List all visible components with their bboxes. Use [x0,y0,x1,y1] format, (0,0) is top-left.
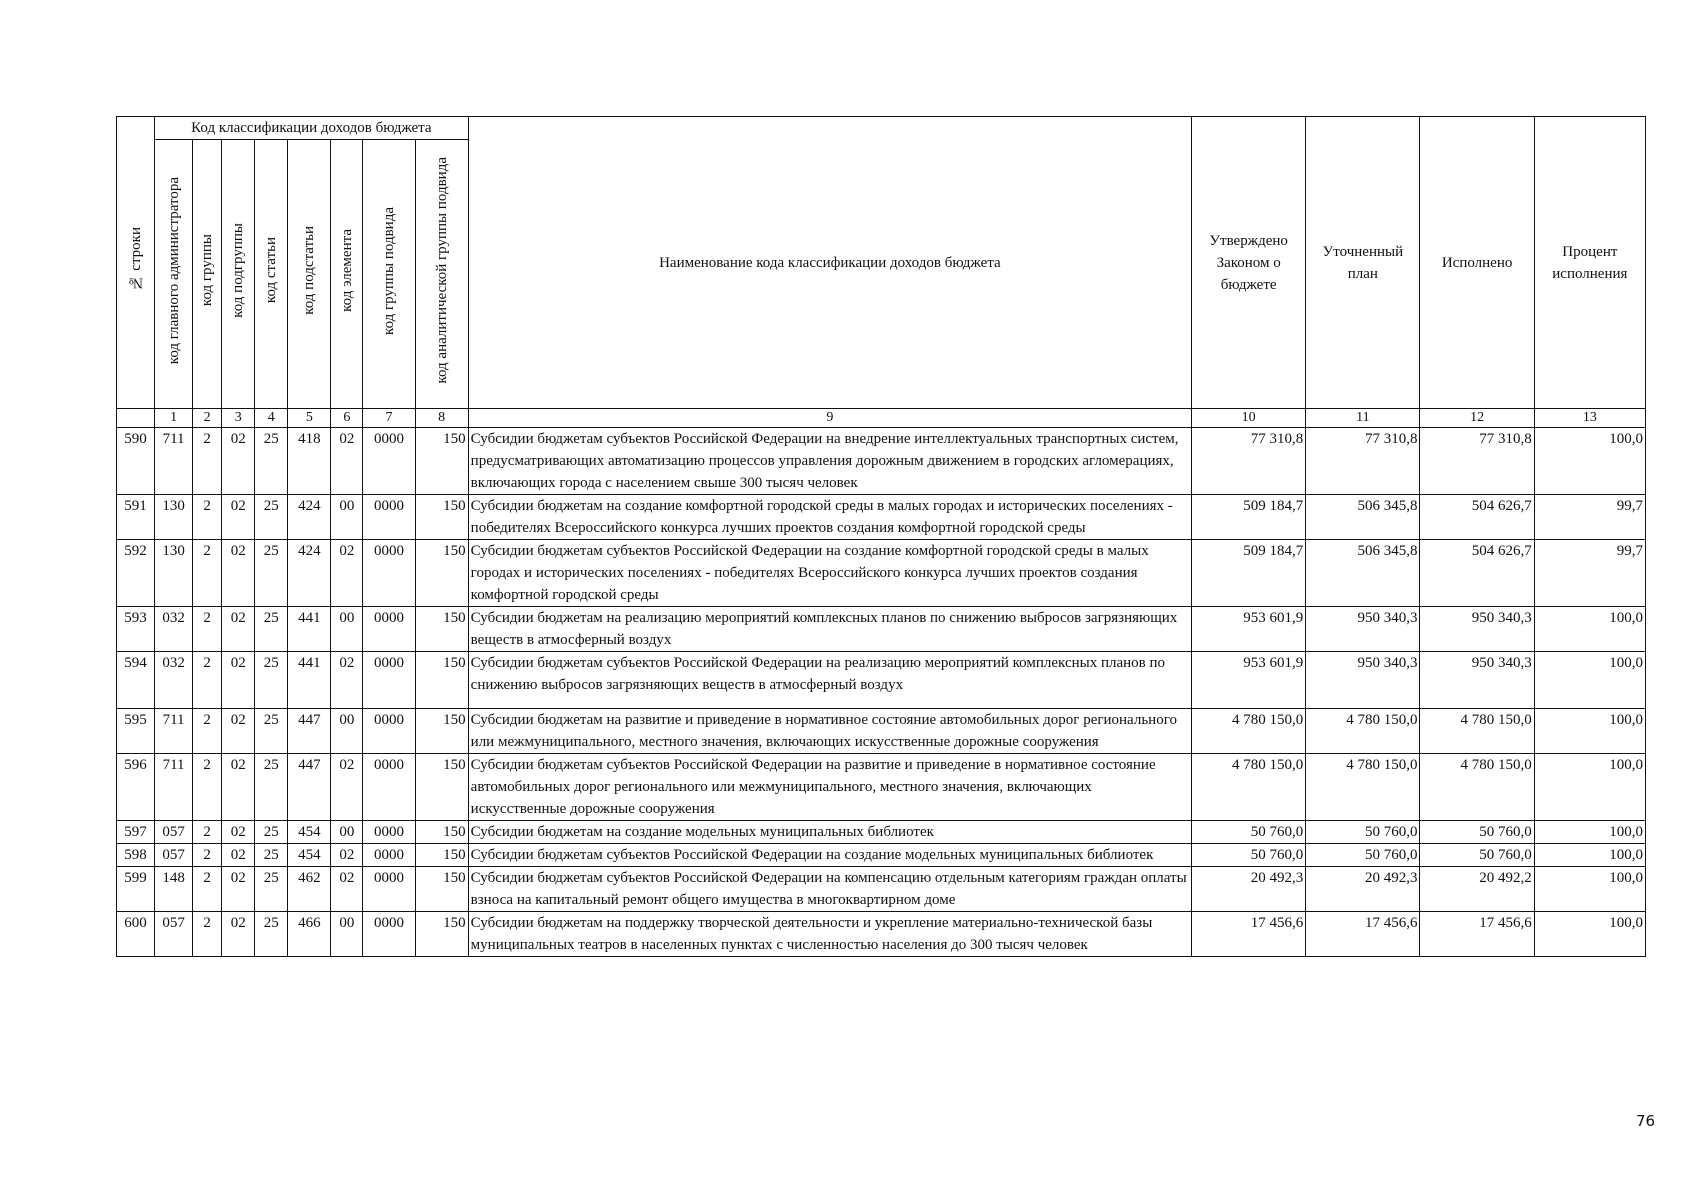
subtype-group-cell: 0000 [363,652,415,709]
element-code-cell: 02 [331,428,363,495]
subgroup-code-cell: 02 [222,754,255,821]
execution-percent-cell: 100,0 [1534,867,1645,912]
column-number-cell: 8 [415,409,468,428]
subtype-group-cell: 0000 [363,540,415,607]
element-code-cell: 00 [331,607,363,652]
header-code-admin: код главного администратора [155,140,193,409]
header-code-article: код статьи [255,140,288,409]
article-code-cell: 25 [255,821,288,844]
admin-code-cell: 057 [155,844,193,867]
header-name: Наименование кода классификации доходов бюджета [468,117,1191,409]
executed-amount-cell: 50 760,0 [1420,844,1534,867]
element-code-cell: 02 [331,652,363,709]
executed-amount-cell: 4 780 150,0 [1420,709,1534,754]
group-code-cell: 2 [193,540,222,607]
row-number-cell: 591 [117,495,155,540]
table-row [117,540,1646,607]
analytic-group-cell: 150 [415,540,468,607]
row-number-cell: 598 [117,844,155,867]
row-number-cell: 600 [117,912,155,957]
table-row [117,844,1646,867]
article-code-cell: 25 [255,495,288,540]
approved-amount-cell: 17 456,6 [1192,912,1306,957]
executed-amount-cell: 950 340,3 [1420,607,1534,652]
table-row [117,867,1646,912]
column-number-cell: 2 [193,409,222,428]
subtype-group-cell: 0000 [363,912,415,957]
executed-amount-cell: 504 626,7 [1420,495,1534,540]
subarticle-code-cell: 424 [288,495,331,540]
revenue-name-cell: Субсидии бюджетам субъектов Российской Федерации на создание модельных муниципальных библиотек [468,844,1191,867]
group-code-cell: 2 [193,867,222,912]
revenue-name-cell: Субсидии бюджетам на развитие и приведение в нормативное состояние автомобильных дорог регионального или межмуниципального, местного значения, включающих искусственные дорожные сооружения [468,709,1191,754]
execution-percent-cell: 100,0 [1534,709,1645,754]
admin-code-cell: 130 [155,540,193,607]
subtype-group-cell: 0000 [363,428,415,495]
column-number-cell: 6 [331,409,363,428]
revised-plan-cell: 506 345,8 [1306,495,1420,540]
subgroup-code-cell: 02 [222,607,255,652]
row-number-cell: 597 [117,821,155,844]
analytic-group-cell: 150 [415,821,468,844]
element-code-cell: 00 [331,709,363,754]
approved-amount-cell: 953 601,9 [1192,607,1306,652]
execution-percent-cell: 100,0 [1534,912,1645,957]
group-code-cell: 2 [193,754,222,821]
subtype-group-cell: 0000 [363,821,415,844]
analytic-group-cell: 150 [415,652,468,709]
revised-plan-cell: 77 310,8 [1306,428,1420,495]
article-code-cell: 25 [255,754,288,821]
approved-amount-cell: 509 184,7 [1192,540,1306,607]
subtype-group-cell: 0000 [363,495,415,540]
subgroup-code-cell: 02 [222,867,255,912]
subgroup-code-cell: 02 [222,652,255,709]
subarticle-code-cell: 424 [288,540,331,607]
budget-revenue-table [116,116,1646,957]
analytic-group-cell: 150 [415,607,468,652]
revised-plan-cell: 4 780 150,0 [1306,754,1420,821]
execution-percent-cell: 100,0 [1534,821,1645,844]
element-code-cell: 00 [331,912,363,957]
table-row [117,428,1646,495]
header-percent: Процент исполнения [1534,117,1645,409]
header-code-element: код элемента [331,140,363,409]
row-number-cell: 593 [117,607,155,652]
revised-plan-cell: 950 340,3 [1306,652,1420,709]
table-row [117,709,1646,754]
admin-code-cell: 711 [155,754,193,821]
article-code-cell: 25 [255,652,288,709]
admin-code-cell: 032 [155,652,193,709]
column-number-cell: 3 [222,409,255,428]
row-number-cell: 595 [117,709,155,754]
subgroup-code-cell: 02 [222,844,255,867]
admin-code-cell: 711 [155,709,193,754]
subarticle-code-cell: 441 [288,652,331,709]
revised-plan-cell: 50 760,0 [1306,821,1420,844]
subtype-group-cell: 0000 [363,754,415,821]
subarticle-code-cell: 454 [288,844,331,867]
header-code-group: код группы [193,140,222,409]
header-code-analytic-group: код аналитической группы подвида [415,140,468,409]
execution-percent-cell: 100,0 [1534,652,1645,709]
column-number-cell: 5 [288,409,331,428]
analytic-group-cell: 150 [415,912,468,957]
column-number-cell: 11 [1306,409,1420,428]
article-code-cell: 25 [255,428,288,495]
column-number-cell: 1 [155,409,193,428]
approved-amount-cell: 4 780 150,0 [1192,754,1306,821]
header-row [117,117,1646,140]
executed-amount-cell: 504 626,7 [1420,540,1534,607]
column-number-cell [117,409,155,428]
revised-plan-cell: 950 340,3 [1306,607,1420,652]
approved-amount-cell: 509 184,7 [1192,495,1306,540]
execution-percent-cell: 100,0 [1534,607,1645,652]
executed-amount-cell: 20 492,2 [1420,867,1534,912]
header-approved: Утверждено Законом о бюджете [1192,117,1306,409]
revenue-name-cell: Субсидии бюджетам субъектов Российской Федерации на компенсацию отдельным категориям граждан оплаты взноса на капитальный ремонт общего имущества в многоквартирном доме [468,867,1191,912]
analytic-group-cell: 150 [415,844,468,867]
group-code-cell: 2 [193,652,222,709]
analytic-group-cell: 150 [415,709,468,754]
group-code-cell: 2 [193,709,222,754]
header-code-subarticle: код подстатьи [288,140,331,409]
column-number-cell: 13 [1534,409,1645,428]
revised-plan-cell: 506 345,8 [1306,540,1420,607]
revenue-name-cell: Субсидии бюджетам на поддержку творческой деятельности и укрепление материально-технической базы муниципальных театров в населенных пунктах с численностью населения до 300 тысяч человек [468,912,1191,957]
column-number-cell: 10 [1192,409,1306,428]
revenue-name-cell: Субсидии бюджетам субъектов Российской Федерации на реализацию мероприятий комплексных планов по снижению выбросов загрязняющих веществ в атмосферный воздух [468,652,1191,709]
subgroup-code-cell: 02 [222,912,255,957]
subgroup-code-cell: 02 [222,821,255,844]
subtype-group-cell: 0000 [363,867,415,912]
revised-plan-cell: 50 760,0 [1306,844,1420,867]
subgroup-code-cell: 02 [222,495,255,540]
execution-percent-cell: 100,0 [1534,754,1645,821]
analytic-group-cell: 150 [415,428,468,495]
table-row [117,821,1646,844]
header-revised: Уточненный план [1306,117,1420,409]
article-code-cell: 25 [255,867,288,912]
row-number-cell: 592 [117,540,155,607]
subtype-group-cell: 0000 [363,607,415,652]
admin-code-cell: 032 [155,607,193,652]
group-code-cell: 2 [193,844,222,867]
group-code-cell: 2 [193,607,222,652]
approved-amount-cell: 4 780 150,0 [1192,709,1306,754]
analytic-group-cell: 150 [415,495,468,540]
approved-amount-cell: 50 760,0 [1192,844,1306,867]
subarticle-code-cell: 454 [288,821,331,844]
admin-code-cell: 057 [155,821,193,844]
admin-code-cell: 711 [155,428,193,495]
column-number-cell: 12 [1420,409,1534,428]
element-code-cell: 00 [331,821,363,844]
subarticle-code-cell: 441 [288,607,331,652]
article-code-cell: 25 [255,709,288,754]
subtype-group-cell: 0000 [363,709,415,754]
revenue-name-cell: Субсидии бюджетам субъектов Российской Федерации на развитие и приведение в нормативное состояние автомобильных дорог регионального или межмуниципального, местного значения, включающих искусственные дорожные сооружения [468,754,1191,821]
approved-amount-cell: 50 760,0 [1192,821,1306,844]
table-row [117,652,1646,709]
revised-plan-cell: 17 456,6 [1306,912,1420,957]
element-code-cell: 02 [331,844,363,867]
approved-amount-cell: 77 310,8 [1192,428,1306,495]
revenue-name-cell: Субсидии бюджетам субъектов Российской Федерации на создание комфортной городской среды в малых городах и исторических поселениях - победителях Всероссийского конкурса лучших проектов создания комфортной городской среды [468,540,1191,607]
execution-percent-cell: 100,0 [1534,428,1645,495]
subgroup-code-cell: 02 [222,709,255,754]
element-code-cell: 02 [331,867,363,912]
approved-amount-cell: 953 601,9 [1192,652,1306,709]
subarticle-code-cell: 466 [288,912,331,957]
executed-amount-cell: 17 456,6 [1420,912,1534,957]
row-number-cell: 594 [117,652,155,709]
execution-percent-cell: 99,7 [1534,540,1645,607]
column-numbers-row [117,409,1646,428]
subgroup-code-cell: 02 [222,540,255,607]
element-code-cell: 02 [331,754,363,821]
revised-plan-cell: 4 780 150,0 [1306,709,1420,754]
group-code-cell: 2 [193,912,222,957]
execution-percent-cell: 100,0 [1534,844,1645,867]
revenue-name-cell: Субсидии бюджетам субъектов Российской Федерации на внедрение интеллектуальных транспортных систем, предусматривающих автоматизацию процессов управления дорожным движением в городских агломерациях, включающих города с населением свыше 300 тысяч человек [468,428,1191,495]
subgroup-code-cell: 02 [222,428,255,495]
subarticle-code-cell: 447 [288,709,331,754]
execution-percent-cell: 99,7 [1534,495,1645,540]
column-number-cell: 4 [255,409,288,428]
group-code-cell: 2 [193,495,222,540]
header-executed: Исполнено [1420,117,1534,409]
revenue-name-cell: Субсидии бюджетам на реализацию мероприятий комплексных планов по снижению выбросов загрязняющих веществ в атмосферный воздух [468,607,1191,652]
subarticle-code-cell: 418 [288,428,331,495]
analytic-group-cell: 150 [415,867,468,912]
column-number-cell: 9 [468,409,1191,428]
admin-code-cell: 130 [155,495,193,540]
header-code-subtype-group: код группы подвида [363,140,415,409]
admin-code-cell: 057 [155,912,193,957]
column-number-cell: 7 [363,409,415,428]
header-code-subgroup: код подгруппы [222,140,255,409]
header-classification-group: Код классификации доходов бюджета [155,117,469,140]
subarticle-code-cell: 462 [288,867,331,912]
group-code-cell: 2 [193,821,222,844]
table-row [117,912,1646,957]
article-code-cell: 25 [255,607,288,652]
executed-amount-cell: 77 310,8 [1420,428,1534,495]
analytic-group-cell: 150 [415,754,468,821]
subarticle-code-cell: 447 [288,754,331,821]
executed-amount-cell: 50 760,0 [1420,821,1534,844]
revenue-name-cell: Субсидии бюджетам на создание комфортной городской среды в малых городах и исторических поселениях - победителях Всероссийского конкурса лучших проектов создания комфортной городской среды [468,495,1191,540]
table-row [117,607,1646,652]
row-number-cell: 599 [117,867,155,912]
article-code-cell: 25 [255,540,288,607]
table-row [117,754,1646,821]
executed-amount-cell: 950 340,3 [1420,652,1534,709]
element-code-cell: 00 [331,495,363,540]
table-row [117,495,1646,540]
article-code-cell: 25 [255,912,288,957]
approved-amount-cell: 20 492,3 [1192,867,1306,912]
element-code-cell: 02 [331,540,363,607]
header-row-number: № строки [117,117,155,409]
revised-plan-cell: 20 492,3 [1306,867,1420,912]
subtype-group-cell: 0000 [363,844,415,867]
article-code-cell: 25 [255,844,288,867]
page-number: 76 [1636,1112,1656,1130]
revenue-name-cell: Субсидии бюджетам на создание модельных муниципальных библиотек [468,821,1191,844]
executed-amount-cell: 4 780 150,0 [1420,754,1534,821]
admin-code-cell: 148 [155,867,193,912]
row-number-cell: 596 [117,754,155,821]
group-code-cell: 2 [193,428,222,495]
row-number-cell: 590 [117,428,155,495]
